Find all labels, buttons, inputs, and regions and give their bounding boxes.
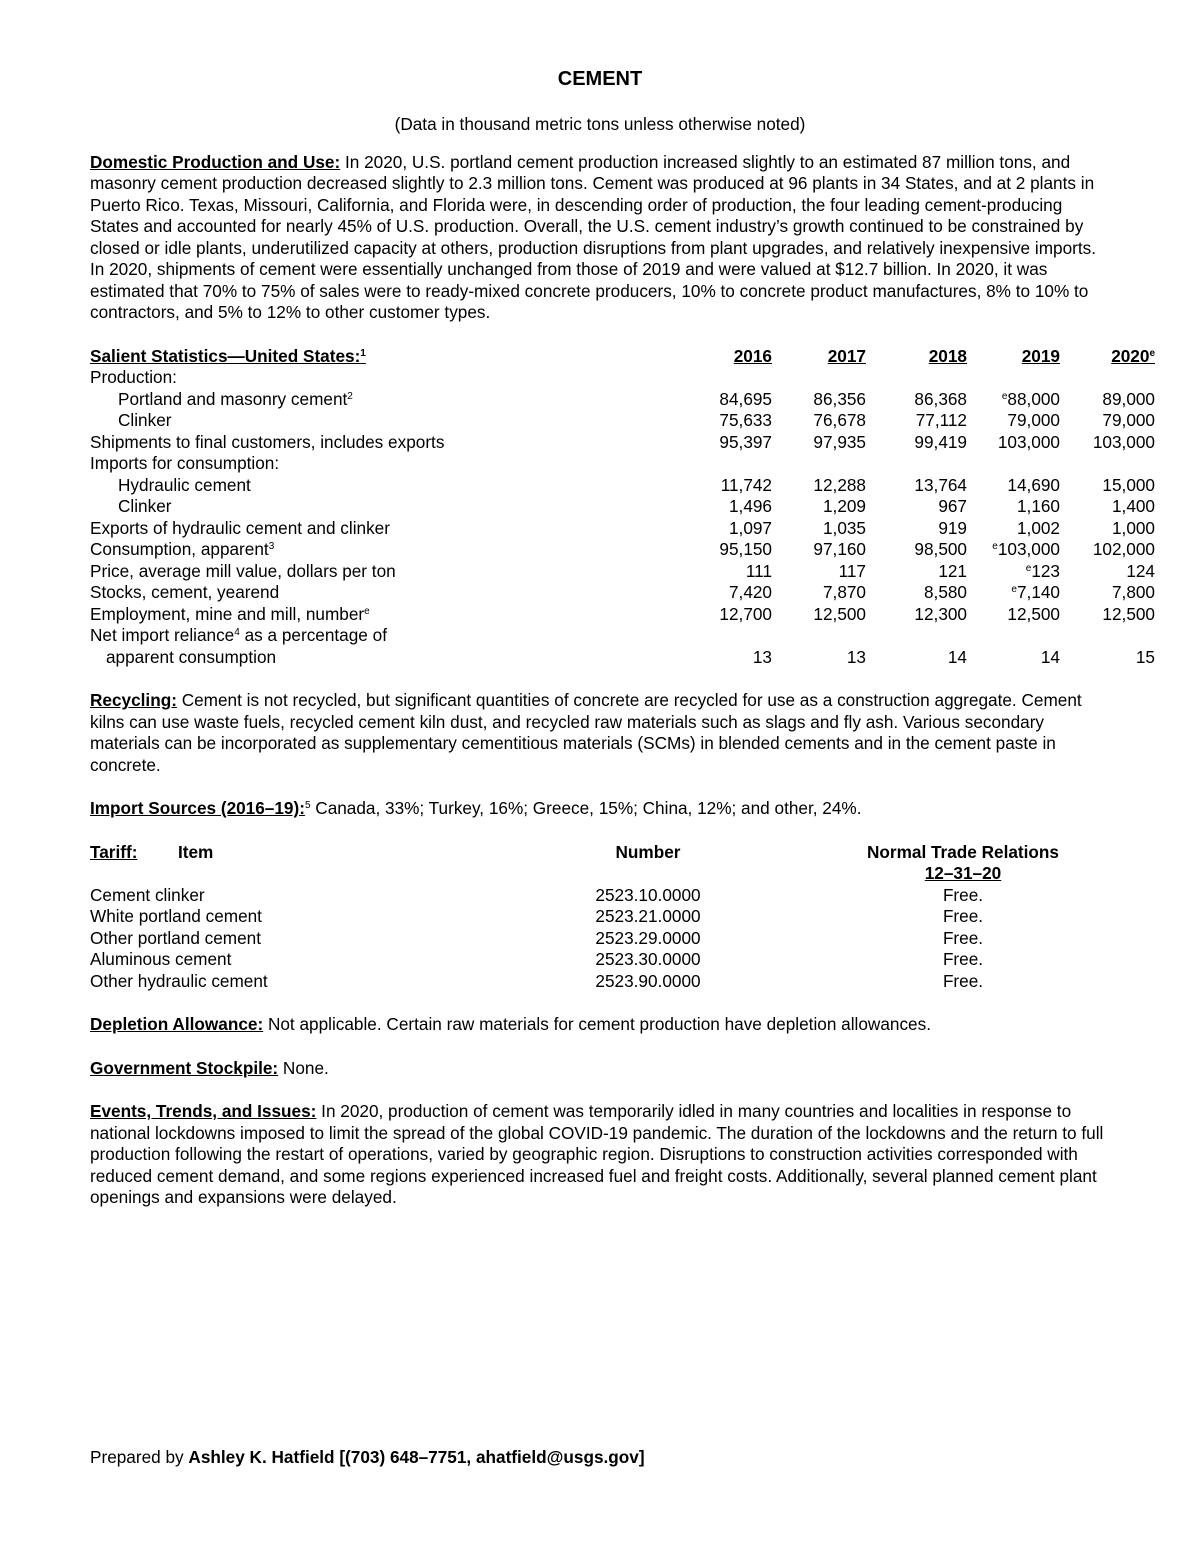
- tariff-ntr: Free.: [942, 884, 984, 905]
- depletion-section: [90, 1014, 1110, 1036]
- stats-value: 124: [1126, 560, 1155, 581]
- stats-row-label: Hydraulic cement: [118, 474, 251, 495]
- stats-value: 967: [938, 496, 967, 516]
- stats-value: 86,368: [914, 388, 967, 409]
- document-page: [90, 66, 1155, 1209]
- tariff-ntr: Free.: [942, 927, 984, 948]
- tariff-ntr: Free.: [942, 906, 984, 926]
- stats-value: 12,500: [813, 603, 866, 624]
- stats-value: 89,000: [1102, 388, 1155, 409]
- stats-value: 1,097: [728, 517, 772, 538]
- stats-row-label: Employment, mine and mill, number$^e$: [90, 603, 370, 624]
- stats-row: [90, 603, 1155, 626]
- stats-row-label: apparent consumption: [106, 646, 277, 667]
- stats-value: 12,700: [719, 603, 772, 624]
- stats-row: [90, 474, 1155, 497]
- stats-row-label: Stocks, cement, yearend: [90, 582, 280, 602]
- stats-row: [90, 646, 1155, 669]
- stats-row: [90, 388, 1155, 411]
- stats-value: 8,580: [923, 582, 967, 602]
- stats-row-label: Price, average mill value, dollars per ton: [90, 560, 396, 581]
- stats-row: [90, 496, 1155, 518]
- salient-heading: Salient Statistics—United States:$^1$: [90, 345, 366, 366]
- tariff-col-ntr-date: 12–31–20: [924, 863, 1002, 883]
- stats-value: 12,300: [914, 603, 967, 624]
- stats-value: 14: [1040, 646, 1060, 667]
- stats-row: [90, 453, 1110, 475]
- salient-statistics-table: [90, 345, 1155, 669]
- tariff-item: Other portland cement: [90, 927, 262, 948]
- stats-value: 103,000: [1092, 431, 1155, 452]
- stats-row-label: Consumption, apparent$^3$: [90, 539, 275, 559]
- stats-row-label: Shipments to final customers, includes exports: [90, 431, 445, 452]
- depletion-heading: Depletion Allowance:: [90, 1014, 264, 1034]
- recycling-heading: Recycling:: [90, 690, 177, 710]
- domestic-text: In 2020, U.S. portland cement production increased slightly to an estimated 87 million tons, and masonry cement production decreased slightly to 2.3 million tons. Cement was produced at 96 plants in 34 States, and at 2 plants in Puerto Rico. Texas, Missouri, California, and Florida were, in descending order of production, the four leading cement-producing States and accounted for nearly 45% of U.S. production. Overall, the U.S. cement industry’s growth continued to be constrained by closed or idle plants, underutilized capacity at others, production disruptions from plant upgrades, and relatively inexpensive imports. In 2020, shipments of cement were essentially unchanged from those of 2019 and were valued at $12.7 billion. In 2020, it was estimated that 70% to 75% of sales were to ready-mixed concrete producers, 10% to concrete product manufactures, 8% to 10% to contractors, and 5% to 12% to other customer types.: [90, 151, 1097, 322]
- tariff-row: [90, 949, 1110, 971]
- stats-value: 1,160: [1016, 496, 1060, 516]
- stats-row: [90, 517, 1155, 540]
- recycling-section: [90, 690, 1110, 776]
- tariff-item: Cement clinker: [90, 884, 205, 905]
- footer-author: Ashley K. Hatfield [(703) 648–7751, ahatfield@usgs.gov]: [188, 1447, 645, 1467]
- stockpile-heading: Government Stockpile:: [90, 1057, 279, 1078]
- stats-value: 1,400: [1111, 496, 1155, 516]
- stats-row-label: Net import reliance$^4$ as a percentage of: [90, 625, 387, 645]
- prepared-by-footer: [90, 1447, 645, 1469]
- stats-row-label: Imports for consumption:: [90, 453, 280, 473]
- import-sources-footnote: 5: [304, 800, 311, 811]
- tariff-header-row-2: [90, 863, 1110, 885]
- stats-value: 117: [838, 560, 866, 581]
- stats-value: 95,150: [719, 539, 772, 559]
- stats-value: 14,690: [1007, 474, 1060, 495]
- tariff-row: [90, 906, 1110, 928]
- stats-value: 98,500: [914, 539, 967, 559]
- events-heading: Events, Trends, and Issues:: [90, 1101, 317, 1121]
- tariff-number: 2523.21.0000: [595, 906, 701, 926]
- stats-value: 12,288: [813, 474, 866, 495]
- import-sources-text: Canada, 33%; Turkey, 16%; Greece, 15%; China, 12%; and other, 24%.: [310, 798, 862, 818]
- stats-value: 12,500: [1102, 603, 1155, 624]
- stats-value: 7,870: [822, 582, 866, 602]
- stats-value: 12,500: [1007, 603, 1060, 624]
- stats-value: 102,000: [1092, 539, 1155, 559]
- stats-row: [90, 539, 1155, 561]
- stats-value: $^e$7,140: [1011, 582, 1060, 602]
- tariff-col-ntr: Normal Trade Relations: [867, 841, 1059, 862]
- tariff-item: Aluminous cement: [90, 949, 232, 969]
- tariff-row: [90, 971, 1110, 993]
- tariff-number: 2523.29.0000: [595, 927, 701, 948]
- stats-value: 79,000: [1102, 410, 1155, 430]
- stats-row: [90, 410, 1155, 432]
- stats-value: 7,420: [728, 582, 772, 602]
- depletion-text: Not applicable. Certain raw materials for cement production have depletion allowances.: [263, 1014, 931, 1034]
- tariff-header-row: [90, 842, 1110, 864]
- stats-value: 121: [938, 560, 967, 581]
- stats-row: [90, 367, 1110, 389]
- events-section: [90, 1101, 1110, 1209]
- stats-value: 13: [846, 646, 866, 667]
- stats-value: 79,000: [1007, 410, 1060, 430]
- year-header: 2018: [928, 345, 967, 366]
- import-sources-heading: Import Sources (2016–19):: [90, 798, 305, 818]
- year-header: 2017: [827, 345, 866, 366]
- stats-value: 11,742: [720, 474, 772, 495]
- stockpile-section: [90, 1058, 1110, 1080]
- stats-value: 75,633: [719, 410, 772, 430]
- domestic-section: [90, 152, 1110, 324]
- tariff-table: [90, 842, 1110, 993]
- stats-value: 76,678: [813, 410, 866, 430]
- stats-row: [90, 431, 1155, 454]
- stats-value: 97,935: [813, 431, 866, 452]
- stats-value: $^e$103,000: [992, 539, 1060, 559]
- tariff-number: 2523.90.0000: [595, 970, 701, 991]
- stockpile-text: None.: [278, 1057, 329, 1078]
- stats-value: 919: [938, 517, 967, 538]
- stats-row-label: Clinker: [118, 496, 172, 516]
- tariff-col-number: Number: [615, 841, 681, 862]
- stats-value: 13: [752, 646, 772, 667]
- import-sources-section: [90, 798, 1110, 820]
- stats-value: $^e$88,000: [1001, 388, 1060, 409]
- tariff-row: [90, 885, 1110, 907]
- stats-value: 86,356: [813, 388, 866, 409]
- stats-row-label: Portland and masonry cement$^2$: [118, 388, 353, 409]
- stats-value: 99,419: [914, 431, 967, 452]
- stats-value: 103,000: [997, 431, 1060, 452]
- tariff-ntr: Free.: [942, 949, 984, 969]
- stats-value: 1,496: [728, 496, 772, 516]
- tariff-heading: Tariff:: [90, 841, 138, 862]
- tariff-item: White portland cement: [90, 906, 262, 926]
- stats-value: 95,397: [719, 431, 772, 452]
- stats-row: [90, 625, 1110, 647]
- stats-value: 111: [745, 560, 772, 581]
- stats-value: 15: [1135, 646, 1155, 667]
- stats-value: 1,035: [822, 517, 866, 538]
- page-title: CEMENT: [557, 68, 643, 90]
- stats-row: [90, 560, 1155, 583]
- year-header: 2019: [1021, 345, 1060, 366]
- stats-value: 15,000: [1102, 474, 1155, 495]
- stats-row-label: Production:: [90, 367, 177, 387]
- stats-value: 97,160: [813, 539, 866, 559]
- stats-value: 14: [947, 646, 967, 667]
- tariff-number: 2523.10.0000: [595, 884, 701, 905]
- recycling-text: Cement is not recycled, but significant quantities of concrete are recycled for use as a construction aggregate. Cement kilns can use waste fuels, recycled cement kiln dust, and recycled raw materials such as slags and fly ash. Various secondary materials can be incorporated as supplementary cementitious materials (SCMs) in blended cements and in the cement paste in concrete.: [90, 690, 1082, 775]
- tariff-row: [90, 928, 1110, 950]
- salient-header-row: [90, 345, 1155, 368]
- stats-value: $^e$123: [1025, 560, 1060, 581]
- domestic-heading: Domestic Production and Use:: [90, 151, 341, 172]
- tariff-ntr: Free.: [942, 970, 984, 991]
- tariff-number: 2523.30.0000: [595, 949, 701, 969]
- tariff-item: Other hydraulic cement: [90, 970, 268, 991]
- stats-value: 1,000: [1111, 517, 1155, 538]
- stats-value: 84,695: [719, 388, 772, 409]
- stats-value: 7,800: [1111, 582, 1155, 602]
- stats-value: 1,209: [822, 496, 866, 516]
- tariff-col-item: Item: [178, 841, 214, 862]
- year-header: 2020e: [1111, 345, 1155, 366]
- stats-row-label: Clinker: [118, 410, 172, 430]
- stats-value: 77,112: [915, 410, 967, 430]
- stats-row-label: Exports of hydraulic cement and clinker: [90, 517, 390, 538]
- footer-prefix: Prepared by: [90, 1447, 189, 1467]
- stats-row: [90, 582, 1155, 604]
- events-text: In 2020, production of cement was temporarily idled in many countries and localities in response to national lockdowns imposed to limit the spread of the global COVID-19 pandemic. The duration of the lockdowns and the return to full production following the restart of operations, varied by geographic region. Disruptions to construction activities corresponded with reduced cement demand, and some regions experienced increased fuel and freight costs. Additionally, several planned cement plant openings and expansions were delayed.: [90, 1101, 1104, 1207]
- stats-value: 13,764: [914, 474, 967, 495]
- year-header: 2016: [733, 345, 772, 366]
- stats-value: 1,002: [1016, 517, 1060, 538]
- page-subtitle: (Data in thousand metric tons unless otherwise noted): [394, 114, 806, 134]
